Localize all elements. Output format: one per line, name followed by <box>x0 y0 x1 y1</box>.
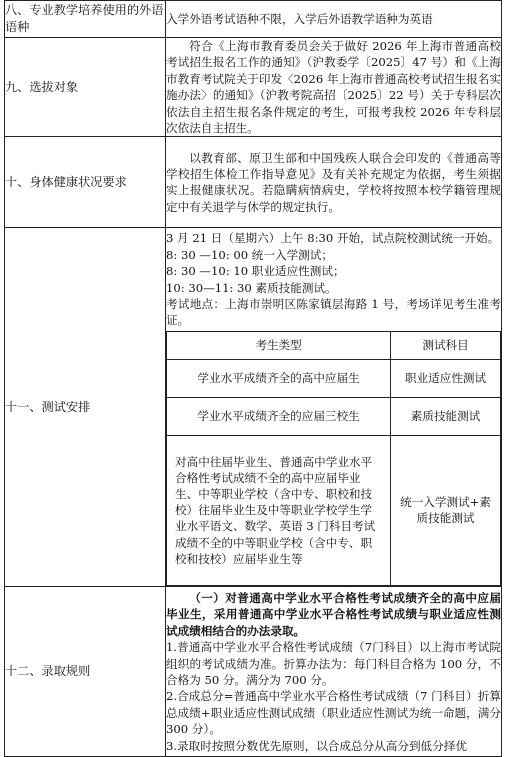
candidate-type: 学业水平成绩齐全的应届三校生 <box>167 397 391 435</box>
row-content: 符合《上海市教育委员会关于做好 2026 年上海市普通高校考试招生报名工作的通知》（沪教委学〔2025〕47 号）和《上海市教育考试院关于印发〈2026 年上海市普通高校考试招生报名实施办法〉的通知》（沪教考院高招〔2025〕22 号）关于专科层次依法自主招生报名条件规定的考生，可报考我校 2026 年专科层次依法自主招生。 <box>166 39 501 136</box>
row-label: 八、专业教学培养使用的外语语种 <box>5 1 166 38</box>
test-subject: 职业适应性测试 <box>391 359 501 397</box>
row-content: 入学外语考试语种不限，入学后外语教学语种为英语 <box>166 1 502 38</box>
rule-item: 1.普通高中学业水平合格性考试成绩（7门科目）以上海市考试院组织的考试成绩为准。折算办法为：每门科目合格为 100 分，不合格为 50 分。满分为 700 分。 <box>166 640 501 687</box>
row-label: 十二、录取规则 <box>5 586 166 756</box>
schedule-line: 8: 30 —10: 00 统一入学测试； <box>166 247 333 262</box>
test-subject: 素质技能测试 <box>391 397 501 435</box>
inner-row <box>167 397 501 435</box>
inner-row <box>167 435 501 585</box>
row-content <box>166 228 502 586</box>
column-header: 测试科目 <box>391 331 501 359</box>
row-test-schedule <box>5 228 502 586</box>
test-subject-table <box>166 331 501 586</box>
admission-info-table <box>4 0 502 757</box>
row-label: 九、选拔对象 <box>5 38 166 137</box>
row-label: 十一、测试安排 <box>5 228 166 586</box>
inner-header-row <box>167 331 501 359</box>
row-content: 以教育部、原卫生部和中国残疾人联合会印发的《普通高等学校招生体检工作指导意见》及有关补充规定为依据，考生须据实上报健康状况。若隐瞒病情病史，学校将按照本校学籍管理规定中有关退学与休学的规定执行。 <box>166 137 502 228</box>
row-admission-rules <box>5 586 502 756</box>
schedule-line: 8: 30 —10: 10 职业适应性测试； <box>166 264 345 279</box>
rule-item: 3.录取时按照分数优先原则，以合成总分从高分到低分择优 <box>166 738 467 753</box>
schedule-line: 3 月 21 日（星期六）上午 8:30 开始，试点院校测试统一开始。 <box>166 231 500 246</box>
row-selection-targets <box>5 38 502 137</box>
test-subject: 统一入学测试+素质技能测试 <box>391 435 501 585</box>
column-header: 考生类型 <box>167 331 391 359</box>
candidate-type: 学业水平成绩齐全的高中应届生 <box>167 359 391 397</box>
row-content <box>166 586 502 756</box>
schedule-line: 考试地点：上海市崇明区陈家镇层海路 1 号，考场详见考生准考证。 <box>166 297 501 328</box>
row-foreign-language <box>5 1 502 38</box>
schedule-line: 10: 30—11: 30 素质技能测试。 <box>166 280 337 295</box>
rule-item: 2.合成总分=普通高中学业水平合格性考试成绩（7 门科目）折算总成绩+职业适应性测试成绩（职业适应性测试为统一命题，满分 300 分）。 <box>166 689 501 737</box>
candidate-type: 对高中往届毕业生、普通高中学业水平合格性考试成绩不全的高中应届毕业生、中等职业学校（含中专、职校和技校）往届毕业生及中等职业学校学生学业水平语文、数学、英语 3 门科目考试成绩不全的中等职业学校（含中专、职校和技校）应届毕业生等 <box>167 435 391 585</box>
row-label: 十、身体健康状况要求 <box>5 137 166 228</box>
inner-row <box>167 359 501 397</box>
rules-heading: （一）对普通高中学业水平合格性考试成绩齐全的高中应届毕业生，采用普通高中学业水平合格性考试成绩与职业适应性测试成绩相结合的办法录取。 <box>166 590 501 638</box>
row-health-requirements <box>5 137 502 228</box>
